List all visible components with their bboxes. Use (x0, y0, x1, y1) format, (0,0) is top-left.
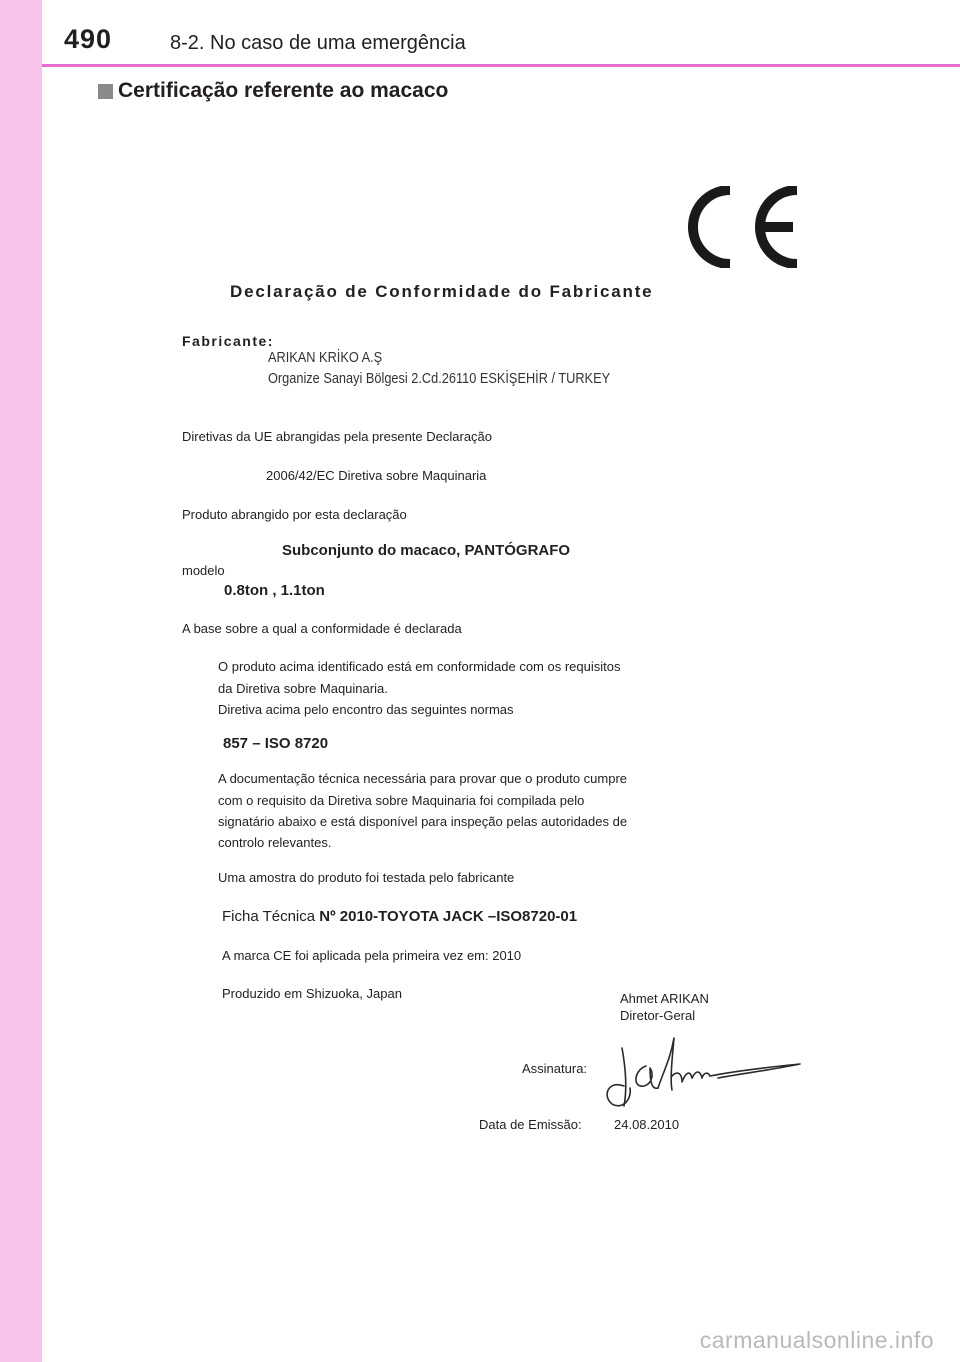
product-name: Subconjunto do macaco, PANTÓGRAFO (282, 542, 571, 559)
sample-tested-text: Uma amostra do produto foi testada pelo fabricante (218, 870, 515, 885)
conformity-line: O produto acima identificado está em conformidade com os requisitos (218, 659, 621, 674)
page-number: 490 (64, 24, 113, 54)
page-sidebar-tab (0, 0, 42, 1362)
section-title: Certificação referente ao macaco (118, 79, 449, 102)
directive-text: 2006/42/EC Diretiva sobre Maquinaria (266, 468, 487, 483)
model-value: 0.8ton , 1.1ton (224, 582, 325, 599)
signatory-name: Ahmet ARIKAN (620, 991, 709, 1006)
product-label: Produto abrangido por esta declaração (182, 507, 407, 522)
basis-label: A base sobre a qual a conformidade é declarada (182, 621, 462, 636)
manufacturer-name: ARIKAN KRİKO A.Ş (268, 350, 383, 366)
declaration-title: Declaração de Conformidade do Fabricante (230, 282, 654, 301)
signature-label: Assinatura: (522, 1061, 588, 1076)
documentation-line: A documentação técnica necessária para provar que o produto cumpre (218, 771, 628, 786)
directives-label: Diretivas da UE abrangidas pela presente Declaração (182, 429, 493, 444)
produced-in-text: Produzido em Shizuoka, Japan (222, 986, 402, 1001)
square-bullet-icon (98, 84, 113, 99)
manufacturer-label: Fabricante: (182, 333, 274, 349)
technical-file-number: Nº 2010-TOYOTA JACK –ISO8720-01 (319, 908, 578, 925)
signatory-title: Diretor-Geral (620, 1008, 696, 1023)
technical-file (222, 908, 577, 925)
header-rule (42, 64, 960, 67)
issue-date-value: 24.08.2010 (614, 1117, 680, 1132)
watermark-text: carmanualsonline.info (699, 1327, 934, 1353)
ce-mark-logo (686, 186, 802, 268)
documentation-line: signatário abaixo e está disponível para inspeção pelas autoridades de (218, 814, 628, 829)
ce-first-applied-text: A marca CE foi aplicada pela primeira vez em: 2010 (222, 948, 522, 963)
chapter-title: 8-2. No caso de uma emergência (170, 32, 466, 54)
documentation-line: controlo relevantes. (218, 835, 332, 850)
model-label: modelo (182, 563, 225, 578)
conformity-line: Diretiva acima pelo encontro das seguintes normas (218, 702, 514, 717)
technical-file-label: Ficha Técnica (222, 908, 316, 925)
standard-value: 857 – ISO 8720 (223, 735, 329, 752)
handwritten-signature-image (600, 1030, 805, 1112)
issue-date-label: Data de Emissão: (479, 1117, 582, 1132)
manufacturer-address: Organize Sanayi Bölgesi 2.Cd.26110 ESKİŞEHİR / TURKEY (268, 371, 611, 387)
conformity-line: da Diretiva sobre Maquinaria. (218, 681, 388, 696)
documentation-line: com o requisito da Diretiva sobre Maquinaria foi compilada pelo (218, 793, 585, 808)
